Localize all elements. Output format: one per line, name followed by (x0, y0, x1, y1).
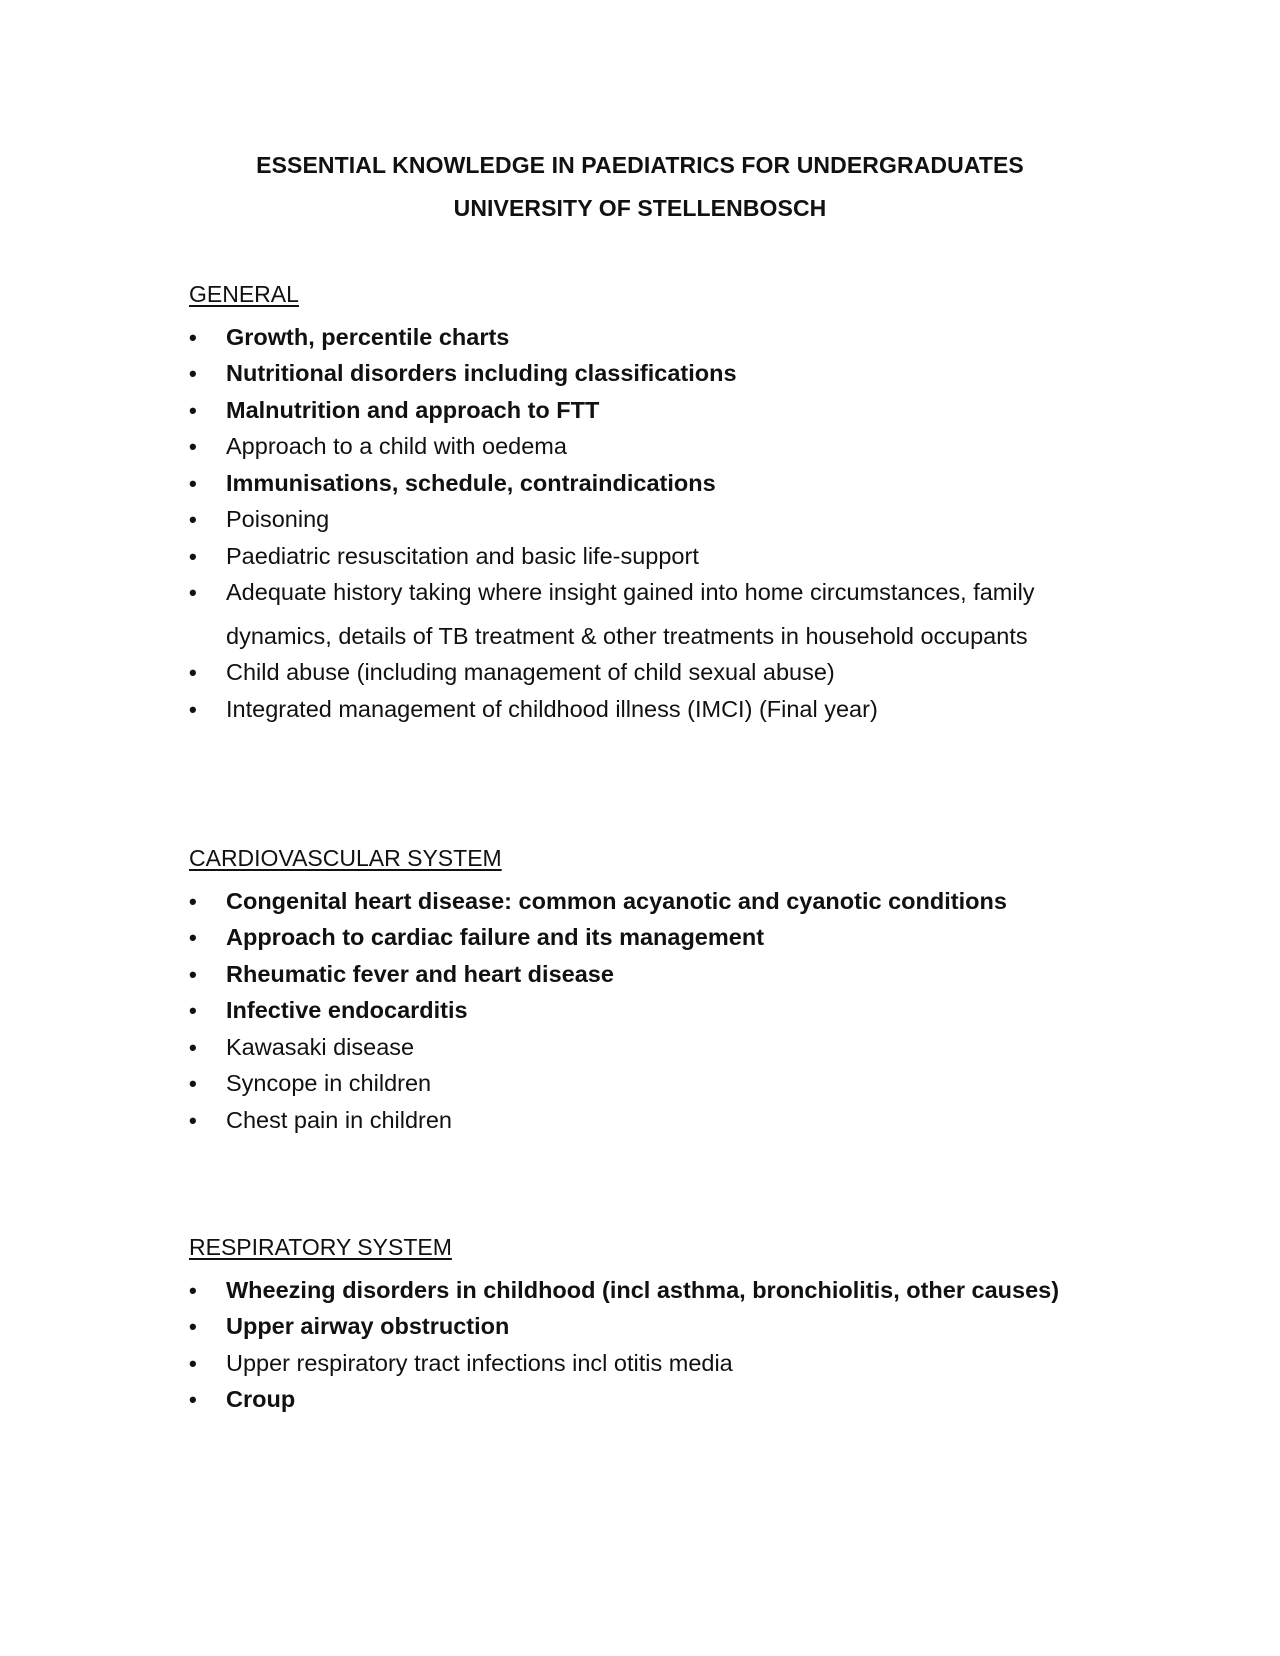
bullet-icon: • (189, 696, 197, 722)
bullet-icon: • (189, 888, 197, 914)
section-general (189, 279, 1109, 731)
list-item-text: Growth, percentile charts (226, 323, 510, 350)
list-item-text: Kawasaki disease (226, 1033, 415, 1060)
bullet-icon: • (189, 1107, 197, 1133)
list-item-text: Rheumatic fever and heart disease (226, 960, 614, 987)
list-item-text: Syncope in children (226, 1070, 432, 1097)
bullet-icon: • (189, 998, 197, 1024)
list-item (189, 688, 1109, 731)
bullet-icon: • (189, 925, 197, 951)
list-item-text: Poisoning (226, 506, 330, 533)
list-item-text: Immunisations, schedule, contraindications (226, 469, 716, 496)
section-cardiovascular (189, 843, 1109, 1142)
list-item (189, 1378, 1109, 1421)
list-item-text: Approach to a child with oedema (226, 433, 567, 460)
bullet-icon: • (189, 961, 197, 987)
bullet-icon: • (189, 1314, 197, 1340)
list-item-text: Upper respiratory tract infections incl otitis media (226, 1349, 733, 1376)
bullet-icon: • (189, 580, 197, 606)
section-respiratory (189, 1232, 1109, 1422)
list-item-text: Congenital heart disease: common acyanotic and cyanotic conditions (226, 887, 1007, 914)
bullet-icon: • (189, 1387, 197, 1413)
bullet-icon: • (189, 434, 197, 460)
list-item-text: Integrated management of childhood illness (IMCI) (Final year) (226, 695, 878, 722)
bullet-icon: • (189, 397, 197, 423)
bullet-icon: • (189, 1350, 197, 1376)
section-heading: GENERAL (189, 281, 299, 307)
list-item-text: Malnutrition and approach to FTT (226, 396, 600, 423)
section-heading: RESPIRATORY SYSTEM (189, 1234, 452, 1260)
bullet-icon: • (189, 543, 197, 569)
list-item (189, 571, 1109, 658)
list-item-text: Approach to cardiac failure and its management (226, 924, 765, 951)
list-item-text: Child abuse (including management of child sexual abuse) (226, 659, 835, 685)
bullet-icon: • (189, 507, 197, 533)
document-title: ESSENTIAL KNOWLEDGE IN PAEDIATRICS FOR UNDERGRADUATES (256, 152, 1024, 178)
bullet-icon: • (189, 1277, 197, 1303)
bullet-icon: • (189, 361, 197, 387)
bullet-icon: • (189, 1071, 197, 1097)
list-item-text: Adequate history taking where insight gained into home circumstances, family dynamics, details of TB treatment & other treatments in household occupants (226, 579, 1035, 649)
list-item-text: Paediatric resuscitation and basic life-support (226, 542, 699, 569)
bullet-icon: • (189, 324, 197, 350)
list-item-text: Chest pain in children (226, 1106, 452, 1133)
list-item (189, 1099, 1109, 1142)
list-item-text: Wheezing disorders in childhood (incl asthma, bronchiolitis, other causes) (226, 1276, 1060, 1303)
bullet-icon: • (189, 470, 197, 496)
list-item-text: Upper airway obstruction (226, 1313, 510, 1340)
section-heading: CARDIOVASCULAR SYSTEM (189, 845, 502, 871)
bullet-icon: • (189, 1034, 197, 1060)
bullet-icon: • (189, 660, 197, 685)
list-item-text: Nutritional disorders including classifications (226, 360, 737, 387)
document-subtitle: UNIVERSITY OF STELLENBOSCH (453, 195, 827, 221)
list-item-text: Croup (226, 1386, 296, 1413)
list-item-text: Infective endocarditis (226, 997, 468, 1024)
